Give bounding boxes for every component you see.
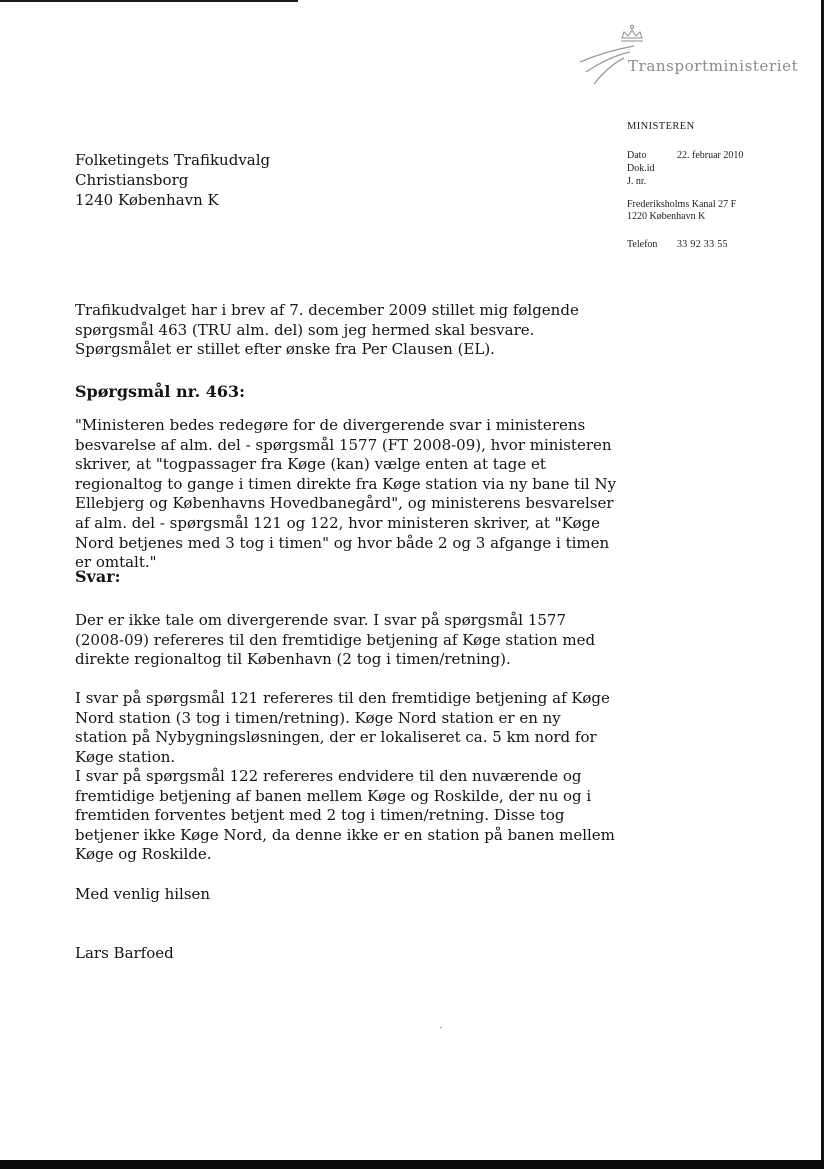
sender-address-line1: Frederiksholms Kanal 27 F xyxy=(627,199,737,210)
ministry-wordmark: Transportministeriet xyxy=(628,57,799,75)
answer-paragraph-3: I svar på spørgsmål 122 refereres endvidere til den nuværende og fremtidige betjening af banen mellem Køge og Roskilde, der nu og i fremtiden forventes betjent med 2 tog i timen/retning. Disse tog betjener ikke Køge Nord, da denne ikke er en station på banen mellem Køge og Roskilde. xyxy=(75,767,615,864)
date-label: Dato xyxy=(627,150,647,161)
crown-swoosh-icon xyxy=(572,22,652,90)
date-row xyxy=(627,150,744,161)
intro-paragraph: Trafikudvalget har i brev af 7. december 2009 stillet mig følgende spørgsmål 463 (TRU alm. del) som jeg hermed skal besvare. Spørgsmålet er stillet efter ønske fra Per Clausen (EL). xyxy=(75,301,579,359)
sender-title: MINISTEREN xyxy=(627,121,695,132)
phone-row xyxy=(627,239,728,250)
question-paragraph: "Ministeren bedes redegøre for de divergerende svar i ministerens besvarelse af alm. del - spørgsmål 1577 (FT 2008-09), hvor ministeren skriver, at "togpassager fra Køge (kan) vælge enten at tage et regionaltog to gange i timen direkte fra Køge station via ny bane til Ny Ellebjerg og Københavns Hovedbanegård", og ministerens besvarelser af alm. del - spørgsmål 121 og 122, hvor ministeren skriver, at "Køge Nord betjenes med 3 tog i timen" og hvor både 2 og 3 afgange i timen er omtalt." xyxy=(75,416,617,572)
closing-greeting: Med venlig hilsen xyxy=(75,885,211,903)
question-heading: Spørgsmål nr. 463: xyxy=(75,382,246,401)
scan-edge-top xyxy=(0,0,298,2)
scan-speck xyxy=(440,1027,442,1028)
answer-paragraph-2: I svar på spørgsmål 121 refereres til den fremtidige betjening af Køge Nord station (3 tog i timen/retning). Køge Nord station er en ny station på Nybygningsløsningen, der er lokaliseret ca. 5 km nord for Køge station. xyxy=(75,689,610,766)
dokid-label: Dok.id xyxy=(627,163,655,174)
date-value: 22. februar 2010 xyxy=(677,150,744,161)
signature-name: Lars Barfoed xyxy=(75,944,174,962)
phone-label: Telefon xyxy=(627,239,658,250)
sender-address-line2: 1220 København K xyxy=(627,211,706,222)
ministry-logo xyxy=(572,22,802,90)
recipient-line3: 1240 København K xyxy=(75,191,219,209)
recipient-line2: Christiansborg xyxy=(75,171,189,189)
answer-heading: Svar: xyxy=(75,567,121,586)
scan-edge-bottom xyxy=(0,1160,824,1169)
jnr-label: J. nr. xyxy=(627,176,647,187)
recipient-line1: Folketingets Trafikudvalg xyxy=(75,151,271,169)
phone-value: 33 92 33 55 xyxy=(677,239,728,250)
answer-paragraph-1: Der er ikke tale om divergerende svar. I svar på spørgsmål 1577 (2008-09) refereres til den fremtidige betjening af Køge station med direkte regionaltog til København (2 tog i timen/retning). xyxy=(75,611,596,669)
